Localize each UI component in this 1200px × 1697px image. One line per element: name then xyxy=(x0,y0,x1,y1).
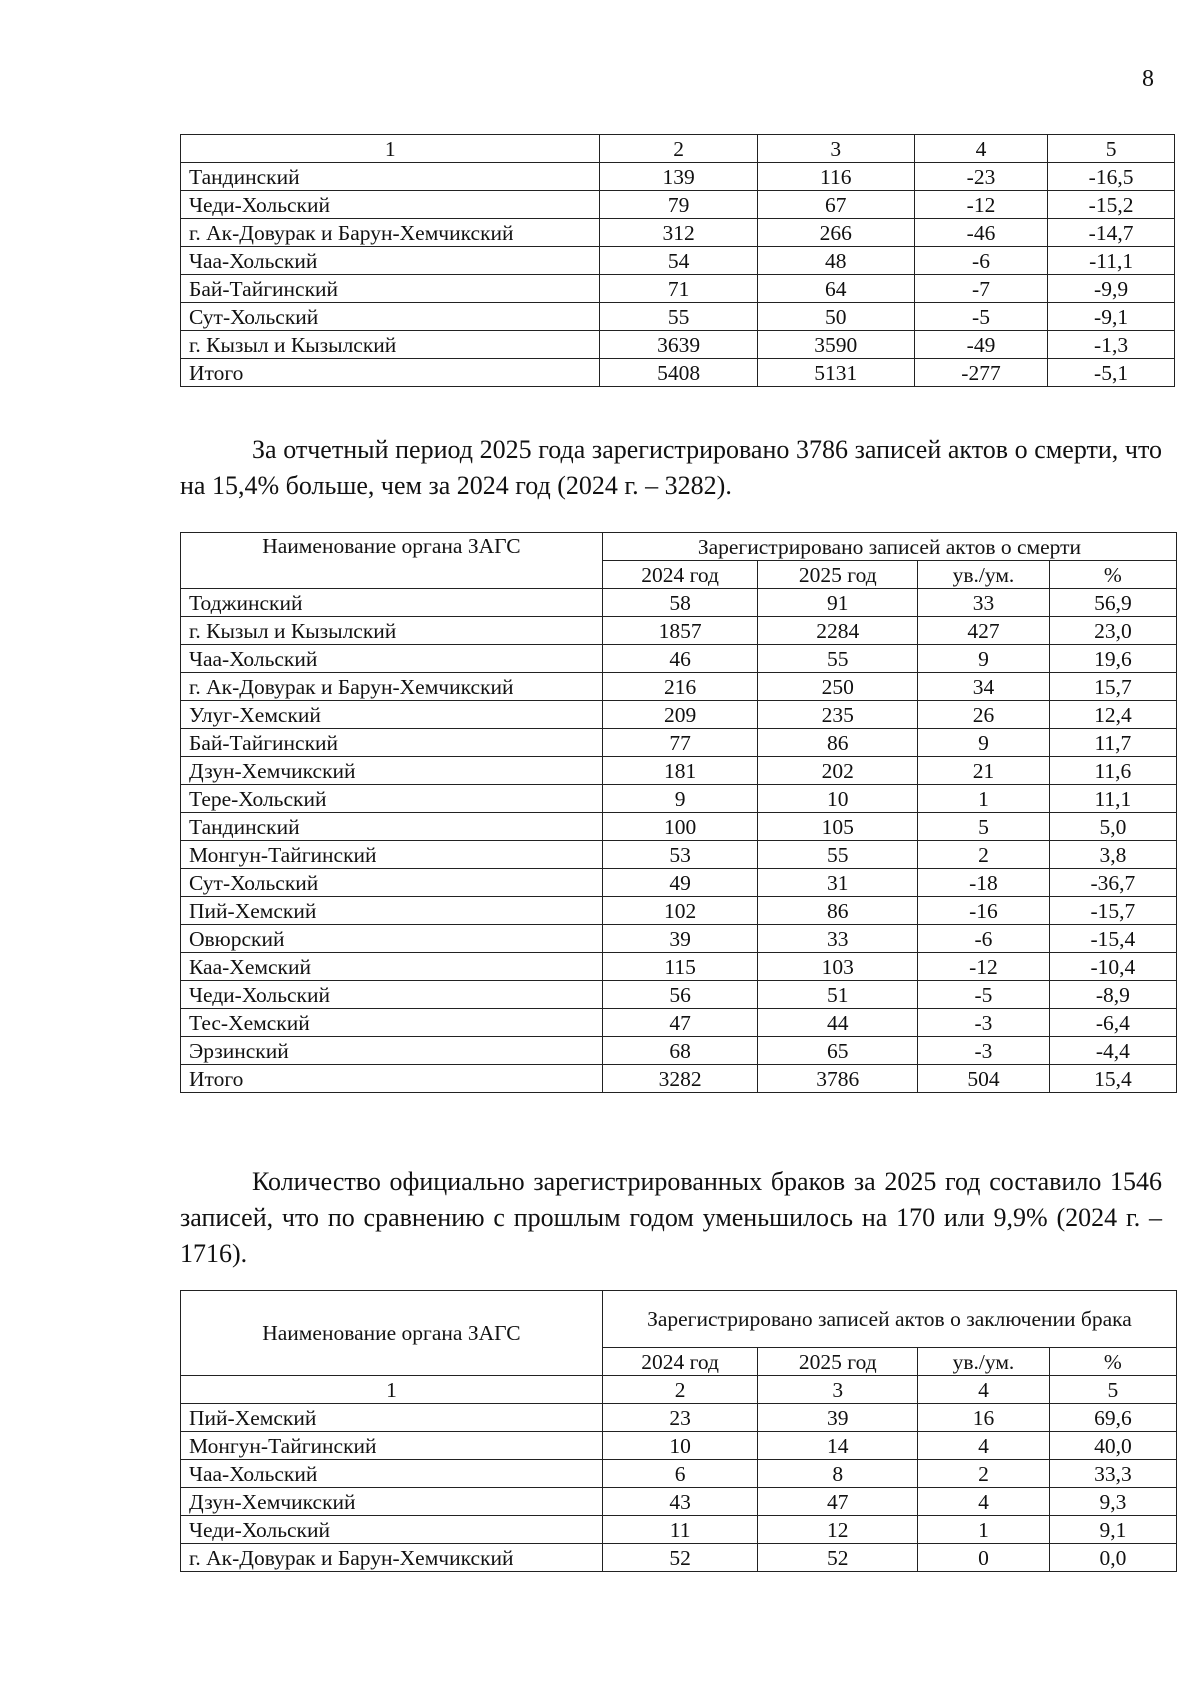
cell-value: 5131 xyxy=(757,359,914,387)
table-row xyxy=(181,645,1177,673)
cell-value: 10 xyxy=(758,785,918,813)
column-index: 4 xyxy=(914,135,1047,163)
column-header-2024: 2024 год xyxy=(602,561,757,589)
table-row xyxy=(181,359,1175,387)
table-row xyxy=(181,1037,1177,1065)
cell-office-name: Тес-Хемский xyxy=(181,1009,603,1037)
cell-value: 55 xyxy=(600,303,757,331)
cell-value: -9,9 xyxy=(1048,275,1175,303)
cell-value: 427 xyxy=(918,617,1050,645)
cell-value: 40,0 xyxy=(1049,1432,1176,1460)
column-header-office-name: Наименование органа ЗАГС xyxy=(181,1291,603,1376)
cell-value: 115 xyxy=(602,953,757,981)
cell-value: 86 xyxy=(758,729,918,757)
cell-office-name: Тандинский xyxy=(181,163,600,191)
cell-value: 6 xyxy=(602,1460,757,1488)
paragraph-deaths-summary: За отчетный период 2025 года зарегистрировано 3786 записей актов о смерти, что на 15,4% больше, чем за 2024 год (2024 г. – 3282). xyxy=(180,435,1162,500)
table-row xyxy=(181,219,1175,247)
column-header-office-name: Наименование органа ЗАГС xyxy=(181,533,603,589)
cell-office-name: г. Кызыл и Кызылский xyxy=(181,331,600,359)
cell-value: -10,4 xyxy=(1049,953,1176,981)
cell-value: 12 xyxy=(758,1516,918,1544)
column-index: 3 xyxy=(758,1376,918,1404)
cell-value: 43 xyxy=(602,1488,757,1516)
cell-value: 504 xyxy=(918,1065,1050,1093)
cell-value: -11,1 xyxy=(1048,247,1175,275)
cell-value: 9 xyxy=(602,785,757,813)
cell-value: -1,3 xyxy=(1048,331,1175,359)
cell-value: 266 xyxy=(757,219,914,247)
cell-office-name: Монгун-Тайгинский xyxy=(181,1432,603,1460)
cell-value: 16 xyxy=(918,1404,1050,1432)
cell-value: 8 xyxy=(758,1460,918,1488)
cell-value: -14,7 xyxy=(1048,219,1175,247)
cell-value: 12,4 xyxy=(1049,701,1176,729)
table-row xyxy=(181,163,1175,191)
cell-value: 1 xyxy=(918,1516,1050,1544)
cell-office-name: Чаа-Хольский xyxy=(181,645,603,673)
cell-value: 55 xyxy=(758,645,918,673)
cell-value: -15,7 xyxy=(1049,897,1176,925)
cell-office-name: г. Ак-Довурак и Барун-Хемчикский xyxy=(181,673,603,701)
table-row xyxy=(181,673,1177,701)
cell-value: 209 xyxy=(602,701,757,729)
cell-value: 235 xyxy=(758,701,918,729)
cell-office-name: г. Ак-Довурак и Барун-Хемчикский xyxy=(181,1544,603,1572)
cell-value: 202 xyxy=(758,757,918,785)
cell-office-name: Тере-Хольский xyxy=(181,785,603,813)
cell-value: -277 xyxy=(914,359,1047,387)
table-row xyxy=(181,1404,1177,1432)
table-header-row xyxy=(181,1291,1177,1348)
cell-value: 2284 xyxy=(758,617,918,645)
cell-value: 67 xyxy=(757,191,914,219)
cell-office-name: Чеди-Хольский xyxy=(181,981,603,1009)
table-header-row xyxy=(181,533,1177,561)
cell-value: 19,6 xyxy=(1049,645,1176,673)
cell-value: -46 xyxy=(914,219,1047,247)
column-header-percent: % xyxy=(1049,561,1176,589)
cell-value: 139 xyxy=(600,163,757,191)
cell-office-name: Итого xyxy=(181,359,600,387)
table-row xyxy=(181,785,1177,813)
cell-value: 3,8 xyxy=(1049,841,1176,869)
table-row xyxy=(181,191,1175,219)
cell-office-name: Дзун-Хемчикский xyxy=(181,757,603,785)
cell-value: 44 xyxy=(758,1009,918,1037)
table-header-row xyxy=(181,135,1175,163)
cell-value: -3 xyxy=(918,1009,1050,1037)
cell-value: 31 xyxy=(758,869,918,897)
cell-office-name: Пий-Хемский xyxy=(181,897,603,925)
cell-value: 3282 xyxy=(602,1065,757,1093)
cell-value: -15,2 xyxy=(1048,191,1175,219)
cell-value: 11,1 xyxy=(1049,785,1176,813)
cell-value: 34 xyxy=(918,673,1050,701)
table-row xyxy=(181,303,1175,331)
cell-value: 3639 xyxy=(600,331,757,359)
cell-value: -36,7 xyxy=(1049,869,1176,897)
column-index: 1 xyxy=(181,1376,603,1404)
cell-value: 9,1 xyxy=(1049,1516,1176,1544)
cell-value: -15,4 xyxy=(1049,925,1176,953)
cell-value: 21 xyxy=(918,757,1050,785)
cell-value: 0 xyxy=(918,1544,1050,1572)
cell-value: 33 xyxy=(758,925,918,953)
cell-value: 55 xyxy=(758,841,918,869)
cell-value: -5 xyxy=(918,981,1050,1009)
column-index: 3 xyxy=(757,135,914,163)
cell-office-name: Дзун-Хемчикский xyxy=(181,1488,603,1516)
table-row xyxy=(181,331,1175,359)
cell-value: 56 xyxy=(602,981,757,1009)
column-header-2025: 2025 год xyxy=(758,561,918,589)
table-death-records xyxy=(180,532,1177,1093)
table-marriage-records xyxy=(180,1290,1177,1572)
cell-office-name: Чеди-Хольский xyxy=(181,191,600,219)
cell-value: 49 xyxy=(602,869,757,897)
table-row xyxy=(181,701,1177,729)
table-body xyxy=(181,1404,1177,1572)
cell-value: 116 xyxy=(757,163,914,191)
column-index: 5 xyxy=(1049,1376,1176,1404)
cell-office-name: Итого xyxy=(181,1065,603,1093)
cell-value: 102 xyxy=(602,897,757,925)
table-row xyxy=(181,1516,1177,1544)
cell-value: 56,9 xyxy=(1049,589,1176,617)
cell-value: 86 xyxy=(758,897,918,925)
cell-value: -5 xyxy=(914,303,1047,331)
cell-value: 9 xyxy=(918,645,1050,673)
cell-value: 0,0 xyxy=(1049,1544,1176,1572)
cell-value: 3786 xyxy=(758,1065,918,1093)
cell-value: 216 xyxy=(602,673,757,701)
cell-value: 3590 xyxy=(757,331,914,359)
cell-value: -23 xyxy=(914,163,1047,191)
cell-value: 105 xyxy=(758,813,918,841)
cell-office-name: Тандинский xyxy=(181,813,603,841)
cell-value: 15,4 xyxy=(1049,1065,1176,1093)
table-index-row xyxy=(181,1376,1177,1404)
cell-value: 10 xyxy=(602,1432,757,1460)
column-header-2025: 2025 год xyxy=(758,1348,918,1376)
cell-office-name: Тоджинский xyxy=(181,589,603,617)
table-row xyxy=(181,813,1177,841)
cell-value: 312 xyxy=(600,219,757,247)
table-row xyxy=(181,1009,1177,1037)
cell-value: 5 xyxy=(918,813,1050,841)
page-number: 8 xyxy=(1142,66,1154,92)
table-row xyxy=(181,757,1177,785)
cell-value: 9 xyxy=(918,729,1050,757)
paragraph-marriages-summary: Количество официально зарегистрированных браков за 2025 год составило 1546 записей, что по сравнению с прошлым годом уменьшилось на 170 или 9,9% (2024 г. – 1716). xyxy=(180,1167,1162,1268)
column-index: 2 xyxy=(600,135,757,163)
cell-value: 39 xyxy=(602,925,757,953)
cell-value: -12 xyxy=(914,191,1047,219)
cell-value: 5408 xyxy=(600,359,757,387)
table-row xyxy=(181,275,1175,303)
cell-value: 2 xyxy=(918,841,1050,869)
column-group-header: Зарегистрировано записей актов о заключении брака xyxy=(602,1291,1176,1348)
cell-value: 54 xyxy=(600,247,757,275)
cell-value: 50 xyxy=(757,303,914,331)
cell-office-name: Эрзинский xyxy=(181,1037,603,1065)
cell-office-name: Бай-Тайгинский xyxy=(181,275,600,303)
cell-value: 26 xyxy=(918,701,1050,729)
cell-value: 39 xyxy=(758,1404,918,1432)
cell-office-name: Каа-Хемский xyxy=(181,953,603,981)
cell-office-name: Чеди-Хольский xyxy=(181,1516,603,1544)
table-row xyxy=(181,953,1177,981)
cell-value: 14 xyxy=(758,1432,918,1460)
table-row xyxy=(181,925,1177,953)
cell-value: 15,7 xyxy=(1049,673,1176,701)
cell-office-name: Сут-Хольский xyxy=(181,303,600,331)
cell-value: 5,0 xyxy=(1049,813,1176,841)
table-births-continuation xyxy=(180,134,1175,387)
table-row xyxy=(181,247,1175,275)
cell-office-name: Чаа-Хольский xyxy=(181,1460,603,1488)
table-row xyxy=(181,1460,1177,1488)
cell-value: 65 xyxy=(758,1037,918,1065)
table-row xyxy=(181,1432,1177,1460)
cell-value: -3 xyxy=(918,1037,1050,1065)
cell-value: -8,9 xyxy=(1049,981,1176,1009)
table-row xyxy=(181,1488,1177,1516)
cell-value: 77 xyxy=(602,729,757,757)
cell-value: -4,4 xyxy=(1049,1037,1176,1065)
column-header-change: ув./ум. xyxy=(918,561,1050,589)
table-row xyxy=(181,729,1177,757)
cell-value: 11 xyxy=(602,1516,757,1544)
table-row xyxy=(181,617,1177,645)
cell-value: 250 xyxy=(758,673,918,701)
column-group-header: Зарегистрировано записей актов о смерти xyxy=(602,533,1176,561)
table-row xyxy=(181,1065,1177,1093)
cell-value: -5,1 xyxy=(1048,359,1175,387)
cell-office-name: Пий-Хемский xyxy=(181,1404,603,1432)
cell-value: -49 xyxy=(914,331,1047,359)
cell-value: 33,3 xyxy=(1049,1460,1176,1488)
table-row xyxy=(181,981,1177,1009)
cell-value: -16 xyxy=(918,897,1050,925)
cell-value: -9,1 xyxy=(1048,303,1175,331)
cell-value: 46 xyxy=(602,645,757,673)
cell-value: 100 xyxy=(602,813,757,841)
cell-value: 52 xyxy=(758,1544,918,1572)
cell-value: 51 xyxy=(758,981,918,1009)
cell-value: 91 xyxy=(758,589,918,617)
table-row xyxy=(181,897,1177,925)
cell-value: 23,0 xyxy=(1049,617,1176,645)
column-index: 1 xyxy=(181,135,600,163)
cell-value: 23 xyxy=(602,1404,757,1432)
cell-office-name: Монгун-Тайгинский xyxy=(181,841,603,869)
cell-value: -6 xyxy=(914,247,1047,275)
cell-value: -18 xyxy=(918,869,1050,897)
table-row xyxy=(181,841,1177,869)
cell-value: 47 xyxy=(602,1009,757,1037)
column-header-percent: % xyxy=(1049,1348,1176,1376)
table-row xyxy=(181,1544,1177,1572)
cell-value: -6 xyxy=(918,925,1050,953)
cell-value: 48 xyxy=(757,247,914,275)
cell-value: 1857 xyxy=(602,617,757,645)
cell-office-name: Бай-Тайгинский xyxy=(181,729,603,757)
table-row xyxy=(181,869,1177,897)
cell-value: -16,5 xyxy=(1048,163,1175,191)
column-index: 5 xyxy=(1048,135,1175,163)
cell-value: 103 xyxy=(758,953,918,981)
column-index: 2 xyxy=(602,1376,757,1404)
cell-value: 47 xyxy=(758,1488,918,1516)
cell-value: 1 xyxy=(918,785,1050,813)
cell-value: 53 xyxy=(602,841,757,869)
cell-value: 79 xyxy=(600,191,757,219)
cell-value: 11,7 xyxy=(1049,729,1176,757)
cell-value: 181 xyxy=(602,757,757,785)
cell-value: 71 xyxy=(600,275,757,303)
cell-value: 4 xyxy=(918,1432,1050,1460)
cell-value: 33 xyxy=(918,589,1050,617)
table-body xyxy=(181,589,1177,1093)
column-header-2024: 2024 год xyxy=(602,1348,757,1376)
column-header-change: ув./ум. xyxy=(918,1348,1050,1376)
cell-office-name: г. Кызыл и Кызылский xyxy=(181,617,603,645)
cell-value: -12 xyxy=(918,953,1050,981)
cell-value: 64 xyxy=(757,275,914,303)
cell-value: 58 xyxy=(602,589,757,617)
cell-value: 68 xyxy=(602,1037,757,1065)
cell-office-name: Улуг-Хемский xyxy=(181,701,603,729)
cell-office-name: Чаа-Хольский xyxy=(181,247,600,275)
cell-value: 9,3 xyxy=(1049,1488,1176,1516)
cell-office-name: г. Ак-Довурак и Барун-Хемчикский xyxy=(181,219,600,247)
table-body xyxy=(181,163,1175,387)
column-index: 4 xyxy=(918,1376,1050,1404)
cell-value: -6,4 xyxy=(1049,1009,1176,1037)
cell-value: -7 xyxy=(914,275,1047,303)
cell-value: 4 xyxy=(918,1488,1050,1516)
cell-office-name: Овюрский xyxy=(181,925,603,953)
cell-value: 52 xyxy=(602,1544,757,1572)
table-row xyxy=(181,589,1177,617)
cell-value: 2 xyxy=(918,1460,1050,1488)
cell-value: 69,6 xyxy=(1049,1404,1176,1432)
cell-value: 11,6 xyxy=(1049,757,1176,785)
cell-office-name: Сут-Хольский xyxy=(181,869,603,897)
